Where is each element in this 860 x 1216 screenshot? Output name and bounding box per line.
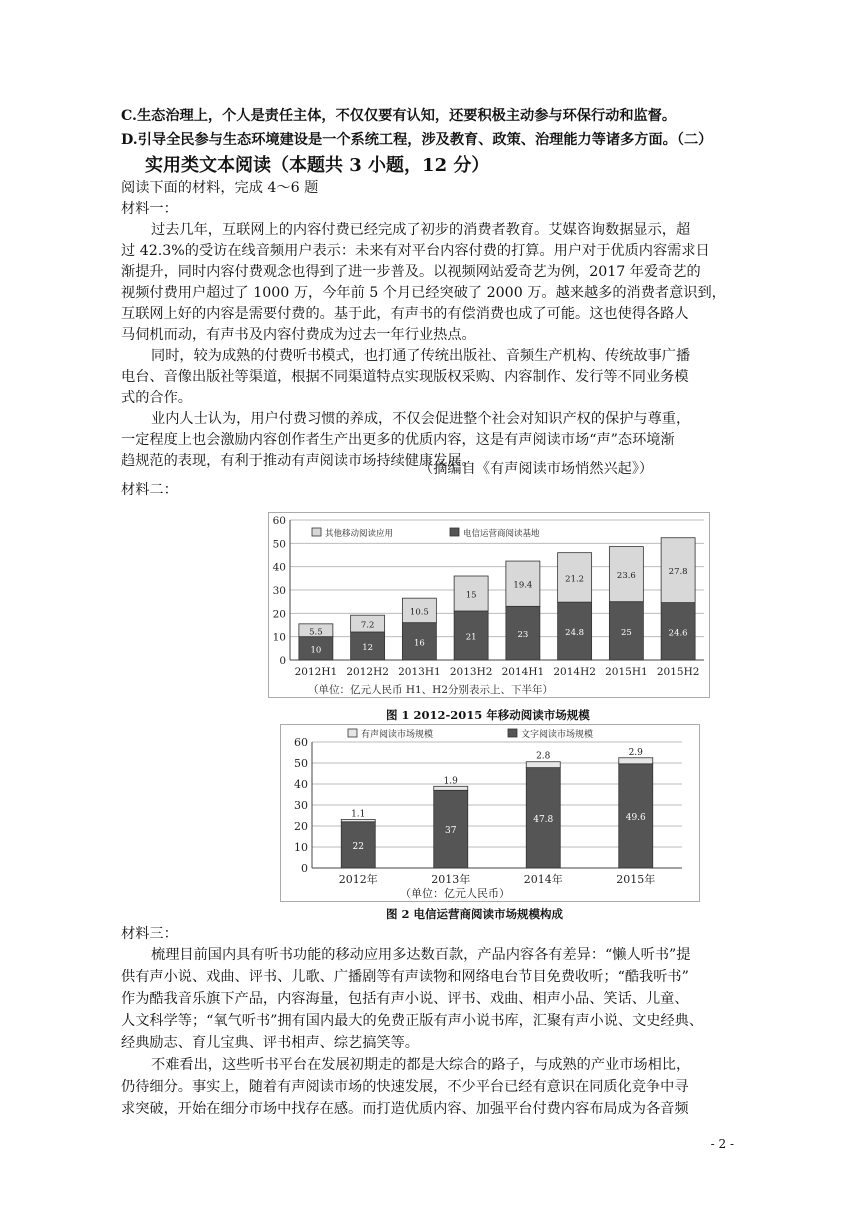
material3-line: 经典励志、育儿宝典、评书相声、综艺搞笑等。: [121, 1035, 419, 1051]
material3-line: 供有声小说、戏曲、评书、儿歌、广播剧等有声读物和网络电台节目免费收听；“酷我听书”: [121, 969, 689, 985]
material1-line: 电台、音像出版社等渠道，根据不同渠道特点实现版权采购、内容制作、发行等不同业务模: [121, 369, 689, 385]
material3-line: 仍待细分。事实上，随着有声阅读市场的快速发展，不少平台已经有意识在同质化竞争中寻: [121, 1079, 689, 1095]
material3-line: 人文科学等；“氧气听书”拥有国内最大的免费正版有声小说书库，汇聚有声小说、文史经典、: [121, 1013, 704, 1029]
legend-label: 电信运营商阅读基地: [463, 529, 540, 539]
data-label: 22: [352, 841, 364, 852]
x-tick-label: 2013年: [431, 873, 471, 886]
material1-line: 趋规范的表现，有利于推动有声阅读市场持续健康发展。: [121, 453, 476, 469]
legend-swatch: [450, 528, 459, 536]
y-tick-label: 30: [294, 799, 308, 812]
material1-line: 过 42.3%的受访在线音频用户表示：未来有对平台内容付费的打算。用户对于优质内容需求日: [121, 243, 710, 259]
x-tick-label: 2012H2: [346, 666, 389, 678]
data-label: 16: [413, 638, 425, 649]
y-tick-label: 20: [294, 820, 308, 833]
data-label: 21: [465, 632, 477, 643]
page-number: - 2 -: [710, 1137, 734, 1151]
data-label: 1.9: [443, 776, 458, 787]
legend-label: 其他移动阅读应用: [325, 529, 394, 539]
data-label: 5.5: [309, 627, 323, 638]
data-label: 7.2: [360, 620, 375, 631]
legend-swatch: [348, 729, 357, 737]
data-label: 19.4: [513, 580, 533, 591]
material1-label: 材料一：: [121, 201, 178, 217]
data-label: 25: [620, 627, 632, 638]
data-label: 37: [445, 826, 457, 837]
x-tick-label: 2014年: [523, 873, 563, 886]
material1-line: 同时，较为成熟的付费听书模式，也打通了传统出版社、音频生产机构、传统故事广播: [151, 348, 691, 364]
data-label: 2.9: [628, 747, 643, 758]
material1-line: 渐提升，同时内容付费观念也得到了进一步普及。以视频网站爱奇艺为例，2017 年爱奇艺的: [121, 264, 701, 280]
bar-segment: [619, 758, 653, 764]
y-tick-label: 40: [294, 778, 308, 791]
y-tick-label: 50: [272, 538, 286, 551]
x-tick-label: 2015H2: [656, 666, 700, 678]
material1-source: （摘编自《有声阅读市场悄然兴起》）: [419, 461, 654, 477]
data-label: 15: [465, 590, 477, 601]
x-tick-label: 2013H2: [449, 666, 493, 678]
x-tick-label: 2014H2: [553, 666, 596, 678]
data-label: 23: [517, 630, 529, 641]
data-label: 27.8: [668, 567, 688, 578]
material1-line: 马伺机而动，有声书及内容付费成为过去一年行业热点。: [121, 327, 476, 343]
figure1-caption: 图 1 2012-2015 年移动阅读市场规模: [386, 708, 590, 722]
legend-label: 文字阅读市场规模: [521, 730, 594, 740]
chart-telecom-reading-composition: [280, 724, 700, 902]
material3-line: 梳理目前国内具有听书功能的移动应用多达数百款，产品内容各有差异：“懒人听书”提: [151, 947, 691, 963]
y-tick-label: 20: [272, 608, 286, 621]
material2-label: 材料二：: [121, 482, 178, 498]
data-label: 49.6: [625, 812, 646, 823]
data-label: 47.8: [533, 814, 554, 825]
data-label: 2.8: [536, 751, 551, 762]
y-tick-label: 10: [272, 631, 286, 644]
x-tick-label: 2013H1: [398, 666, 441, 678]
material1-line: 视频付费用户超过了 1000 万，今年前 5 个月已经突破了 2000 万。越来越多的消费者意识到，: [121, 285, 726, 301]
material1-line: 式的合作。: [121, 390, 192, 406]
legend-swatch: [312, 528, 321, 536]
chart-mobile-reading-market: [268, 512, 710, 698]
data-label: 24.8: [565, 628, 585, 639]
y-tick-label: 60: [294, 736, 308, 749]
legend-swatch: [508, 729, 517, 737]
y-tick-label: 60: [272, 515, 286, 527]
option-d: D.引导全民参与生态环境建设是一个系统工程，涉及教育、政策、治理能力等诸多方面。（二）: [121, 132, 713, 148]
figure2-caption: 图 2 电信运营商阅读市场规模构成: [386, 907, 564, 921]
material1-line: 一定程度上也会激励内容创作者生产出更多的优质内容，这是有声阅读市场“声”态环境渐: [121, 432, 675, 448]
data-label: 10: [310, 645, 322, 656]
y-tick-label: 0: [301, 862, 308, 875]
data-label: 21.2: [565, 574, 585, 585]
x-tick-label: 2014H1: [501, 666, 545, 678]
material3-line: 不难看出，这些听书平台在发展初期走的都是大综合的路子，与成熟的产业市场相比，: [151, 1057, 691, 1073]
x-tick-label: 2015年: [616, 873, 656, 886]
x-tick-label: 2012年: [338, 873, 378, 886]
unit-note: （单位：亿元人民币 H1、H2分别表示上、下半年）: [308, 684, 554, 696]
legend-label: 有声阅读市场规模: [361, 730, 434, 740]
data-label: 24.6: [668, 628, 688, 639]
material3-label: 材料三：: [121, 926, 178, 942]
section-heading: 实用类文本阅读（本题共 3 小题，12 分）: [145, 155, 490, 176]
y-tick-label: 30: [272, 585, 286, 597]
data-label: 12: [362, 643, 374, 653]
bar-segment: [434, 786, 468, 790]
material1-line: 互联网上好的内容是需要付费的。基于此，有声书的有偿消费也成了可能。这也使得各路人: [121, 306, 689, 322]
y-tick-label: 10: [294, 841, 308, 854]
material1-line: 业内人士认为，用户付费习惯的养成，不仅会促进整个社会对知识产权的保护与尊重，: [151, 411, 691, 427]
material3-line: 作为酷我音乐旗下产品，内容海量，包括有声小说、评书、戏曲、相声小品、笑话、儿童、: [121, 991, 689, 1007]
option-c: C.生态治理上，个人是责任主体，不仅仅要有认知，还要积极主动参与环保行动和监督。: [121, 108, 677, 124]
bar-segment: [341, 819, 375, 821]
bar-segment: [526, 762, 560, 768]
data-label: 23.6: [616, 571, 636, 582]
instruction: 阅读下面的材料，完成 4～6 题: [121, 180, 319, 196]
y-tick-label: 40: [272, 561, 286, 574]
y-tick-label: 0: [279, 655, 286, 667]
x-tick-label: 2015H1: [605, 666, 648, 678]
y-tick-label: 50: [294, 757, 308, 770]
material3-line: 求突破，开始在细分市场中找存在感。而打造优质内容、加强平台付费内容布局成为各音频: [121, 1101, 689, 1117]
unit-note: （单位：亿元人民币）: [400, 887, 510, 900]
material1-line: 过去几年，互联网上的内容付费已经完成了初步的消费者教育。艾媒咨询数据显示，超: [151, 222, 691, 238]
x-tick-label: 2012H1: [294, 666, 338, 678]
data-label: 1.1: [351, 809, 366, 820]
data-label: 10.5: [409, 607, 429, 618]
